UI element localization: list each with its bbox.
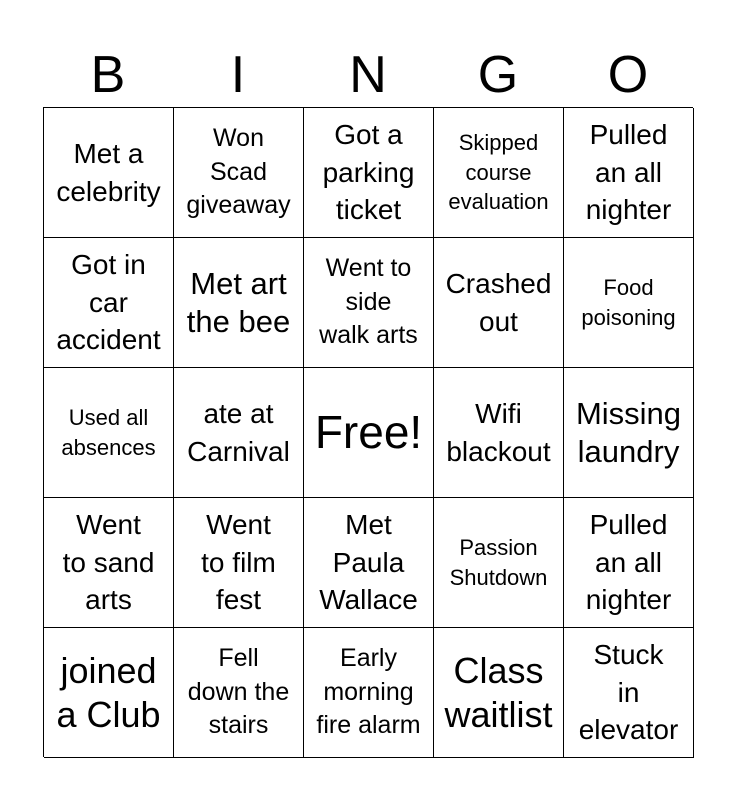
bingo-cell[interactable]: Went to side walk arts [304,238,434,368]
bingo-cell[interactable]: Pulled an all nighter [564,108,694,238]
header-letter-g: G [477,46,519,104]
bingo-cell[interactable]: Class waitlist [434,628,564,758]
bingo-cell[interactable]: Missing laundry [564,368,694,498]
header-letter-b: B [90,46,126,104]
bingo-cell[interactable]: Fell down the stairs [174,628,304,758]
bingo-cell[interactable]: Skipped course evaluation [434,108,564,238]
bingo-cell[interactable]: Got in car accident [44,238,174,368]
bingo-cell[interactable]: Early morning fire alarm [304,628,434,758]
bingo-cell[interactable]: Used all absences [44,368,174,498]
header-letter-i: I [230,46,246,104]
bingo-cell[interactable]: Wifi blackout [434,368,564,498]
bingo-cell[interactable]: Went to sand arts [44,498,174,628]
bingo-cell[interactable]: Passion Shutdown [434,498,564,628]
bingo-cell[interactable]: ate at Carnival [174,368,304,498]
bingo-cell[interactable]: joined a Club [44,628,174,758]
bingo-cell[interactable]: Went to film fest [174,498,304,628]
bingo-cell[interactable]: Met a celebrity [44,108,174,238]
bingo-cell[interactable]: Crashed out [434,238,564,368]
bingo-cell[interactable]: Met Paula Wallace [304,498,434,628]
free-space-cell[interactable]: Free! [304,368,434,498]
bingo-cell[interactable]: Stuck in elevator [564,628,694,758]
bingo-cell[interactable]: Food poisoning [564,238,694,368]
bingo-cell[interactable]: Got a parking ticket [304,108,434,238]
bingo-cell[interactable]: Pulled an all nighter [564,498,694,628]
header-letter-n: N [349,46,387,104]
bingo-cell[interactable]: Won Scad giveaway [174,108,304,238]
bingo-header [43,42,693,108]
bingo-cell[interactable]: Met art the bee [174,238,304,368]
bingo-board [43,107,693,757]
header-letter-o: O [607,46,649,104]
